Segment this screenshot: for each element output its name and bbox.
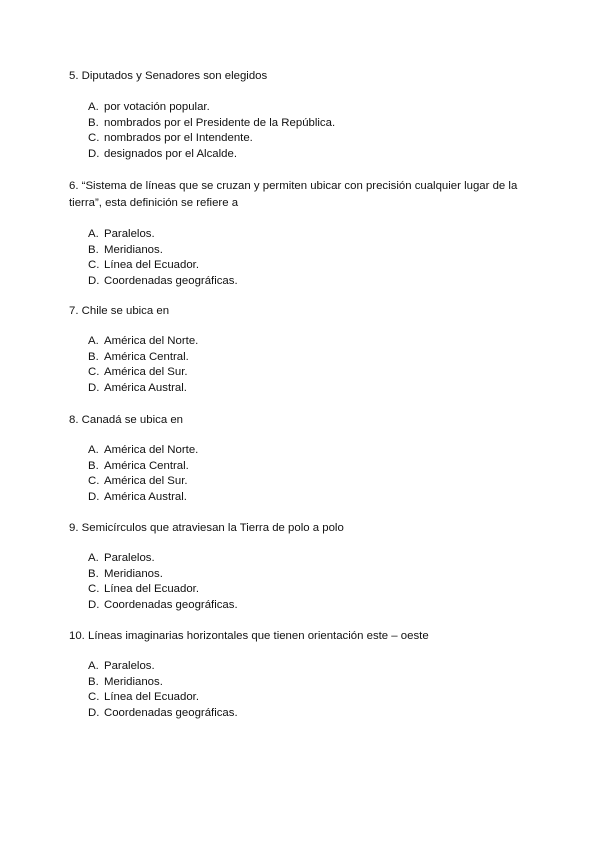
option-text: América Central. — [104, 459, 189, 472]
question-5 — [69, 68, 539, 163]
option-letter: B. — [88, 567, 99, 580]
answer-option-b — [69, 350, 539, 366]
answer-option-c — [69, 690, 539, 706]
answer-options — [69, 100, 539, 163]
option-text: Paralelos. — [104, 660, 155, 672]
question-text: 5. Diputados y Senadores son elegidos — [69, 70, 268, 82]
answer-option-d — [69, 274, 539, 290]
option-letter: A. — [88, 552, 99, 564]
answer-options — [69, 227, 539, 290]
answer-option-c — [69, 258, 539, 274]
question-text: 7. Chile se ubica en — [69, 305, 170, 317]
option-text: Paralelos. — [104, 552, 155, 564]
option-letter: A. — [88, 228, 99, 240]
option-letter: B. — [88, 243, 99, 256]
option-letter: C. — [88, 132, 100, 145]
option-text: nombrados por el Intendente. — [104, 132, 253, 145]
answer-option-d — [69, 706, 539, 722]
option-letter: A. — [88, 101, 99, 113]
option-text: América Austral. — [104, 491, 187, 504]
option-letter: B. — [88, 675, 99, 688]
option-letter: A. — [88, 660, 99, 672]
answer-option-a — [69, 551, 539, 567]
option-text: América del Norte. — [104, 335, 199, 347]
question-text: 10. Líneas imaginarias horizontales que tienen orientación este – oeste — [69, 630, 429, 642]
option-text: Meridianos. — [104, 567, 163, 580]
answer-option-b — [69, 116, 539, 132]
answer-option-d — [69, 598, 539, 614]
answer-option-b — [69, 243, 539, 259]
option-text: Coordenadas geográficas. — [104, 707, 238, 720]
answer-option-d — [69, 490, 539, 506]
option-letter: B. — [88, 116, 99, 129]
answer-option-b — [69, 567, 539, 583]
option-letter: A. — [88, 335, 99, 347]
option-letter: C. — [88, 259, 100, 272]
answer-option-b — [69, 459, 539, 475]
answer-option-b — [69, 675, 539, 691]
answer-option-a — [69, 443, 539, 459]
option-text: América del Sur. — [104, 475, 188, 488]
answer-option-c — [69, 582, 539, 598]
option-text: nombrados por el Presidente de la República. — [104, 116, 336, 129]
option-letter: D. — [88, 275, 100, 288]
question-6 — [69, 178, 539, 290]
option-text: América del Sur. — [104, 366, 188, 379]
option-text: por votación popular. — [104, 101, 210, 113]
question-text: 9. Semicírculos que atraviesan la Tierra de polo a polo — [69, 522, 344, 534]
option-letter: D. — [88, 599, 100, 612]
question-10 — [69, 628, 539, 722]
option-text: Línea del Ecuador. — [104, 583, 199, 596]
option-text: designados por el Alcalde. — [104, 148, 237, 161]
option-text: América del Norte. — [104, 444, 199, 456]
option-text: Meridianos. — [104, 243, 163, 256]
answer-option-d — [69, 381, 539, 397]
answer-option-c — [69, 474, 539, 490]
option-letter: D. — [88, 707, 100, 720]
option-text: Coordenadas geográficas. — [104, 275, 238, 288]
question-8 — [69, 412, 539, 506]
option-text: Línea del Ecuador. — [104, 259, 199, 272]
option-letter: C. — [88, 475, 100, 488]
question-9 — [69, 520, 539, 614]
option-letter: B. — [88, 350, 99, 363]
option-text: Línea del Ecuador. — [104, 691, 199, 704]
answer-options — [69, 659, 539, 722]
option-letter: C. — [88, 691, 100, 704]
question-text: 6. “Sistema de líneas que se cruzan y permiten ubicar con precisión cualquier lugar de la tierra”, esta definición se refiere a — [69, 180, 518, 209]
answer-option-a — [69, 100, 539, 116]
option-text: Meridianos. — [104, 675, 163, 688]
option-text: Paralelos. — [104, 228, 155, 240]
option-letter: D. — [88, 382, 100, 395]
answer-option-c — [69, 131, 539, 147]
option-letter: D. — [88, 491, 100, 504]
answer-option-a — [69, 227, 539, 243]
option-text: Coordenadas geográficas. — [104, 599, 238, 612]
option-text: América Central. — [104, 350, 189, 363]
option-letter: D. — [88, 148, 100, 161]
answer-options — [69, 551, 539, 614]
question-7 — [69, 303, 539, 397]
option-letter: B. — [88, 459, 99, 472]
question-text: 8. Canadá se ubica en — [69, 414, 183, 426]
option-letter: C. — [88, 366, 100, 379]
option-text: América Austral. — [104, 382, 187, 395]
answer-option-a — [69, 334, 539, 350]
answer-option-c — [69, 365, 539, 381]
answer-options — [69, 334, 539, 397]
answer-option-a — [69, 659, 539, 675]
answer-option-d — [69, 147, 539, 163]
answer-options — [69, 443, 539, 506]
option-letter: A. — [88, 444, 99, 456]
option-letter: C. — [88, 583, 100, 596]
